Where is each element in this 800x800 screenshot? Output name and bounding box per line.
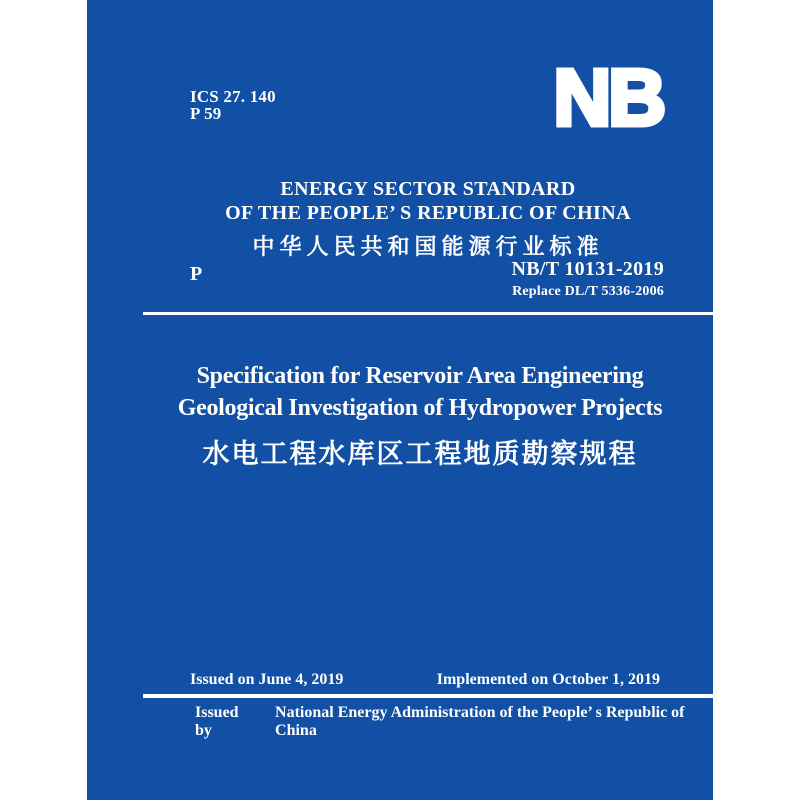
standard-number-block <box>512 258 664 300</box>
title-zh: 水电工程水库区工程地质勘察规程 <box>202 439 638 469</box>
standard-name-zh: 中华人民共和国能源行业标准 <box>252 234 604 259</box>
issued-by-label: Issued by <box>195 704 239 739</box>
standard-organization-header <box>143 177 713 261</box>
standard-number: NB/T 10131-2019 <box>511 258 664 280</box>
blue-cover <box>87 0 713 800</box>
title-en-line2: Geological Investigation of Hydropower Projects <box>177 395 663 421</box>
document-title <box>127 360 713 471</box>
horizontal-rule-bottom <box>143 694 713 698</box>
standard-name-en-line1: ENERGY SECTOR STANDARD <box>280 178 576 200</box>
replaced-standard: Replace DL/T 5336-2006 <box>512 284 664 299</box>
issuer-row <box>195 704 713 740</box>
ics-code: ICS 27. 140 <box>190 87 276 106</box>
standard-name-en-line2: OF THE PEOPLE’ S REPUBLIC OF CHINA <box>225 202 631 224</box>
issued-by-value: National Energy Administration of the People’ s Republic of China <box>275 704 685 739</box>
document-class-letter: P <box>190 263 203 285</box>
implemented-date: Implemented on October 1, 2019 <box>436 671 660 688</box>
nb-logo: NB <box>553 53 663 142</box>
china-class-code: P 59 <box>190 104 222 123</box>
classification-codes <box>190 88 276 122</box>
horizontal-rule-top <box>143 312 713 315</box>
title-en-line1: Specification for Reservoir Area Engineering <box>196 363 644 389</box>
issued-date: Issued on June 4, 2019 <box>190 671 344 688</box>
dates-row <box>190 671 660 689</box>
